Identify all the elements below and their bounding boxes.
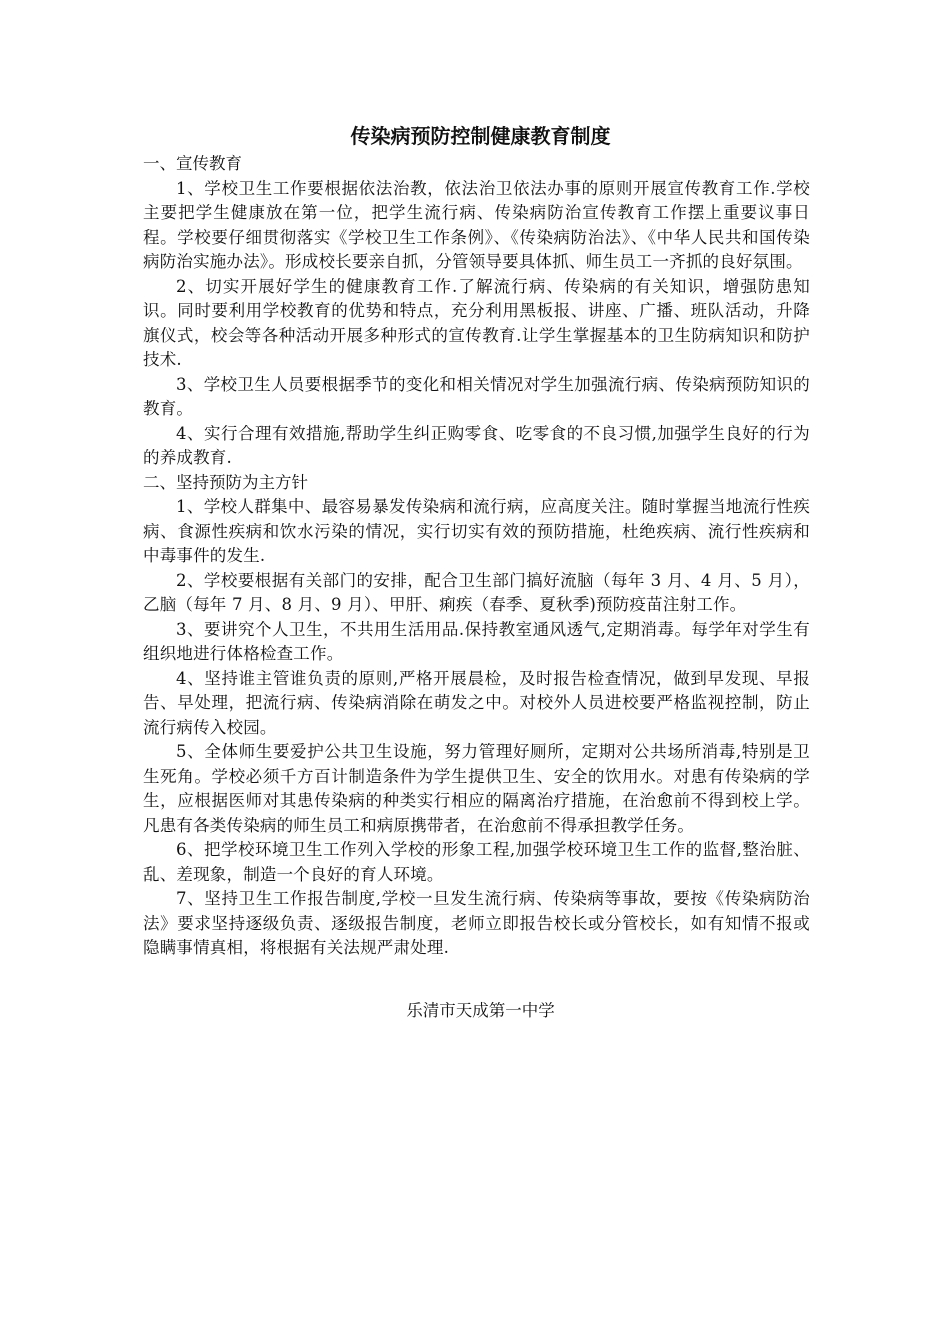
paragraph: 6、把学校环境卫生工作列入学校的形象工程,加强学校环境卫生工作的监督,整治脏、乱、差现象，制造一个良好的育人环境。 xyxy=(143,840,810,884)
section-publicity-education xyxy=(143,152,810,471)
section-heading: 一、宣传教育 xyxy=(143,154,242,173)
paragraph: 2、切实开展好学生的健康教育工作.了解流行病、传染病的有关知识，增强防患知识。同时要利用学校教育的优势和特点，充分利用黑板报、讲座、广播、班队活动，升降旗仪式，校会等各种活动开展多种形式的宣传教育.让学生掌握基本的卫生防病知识和防护技术. xyxy=(143,276,810,369)
paragraph: 3、要讲究个人卫生，不共用生活用品.保持教室通风透气,定期消毒。每学年对学生有组织地进行体格检查工作。 xyxy=(143,619,810,663)
paragraph: 7、坚持卫生工作报告制度,学校一旦发生流行病、传染病等事故，要按《传染病防治法》要求坚持逐级负责、逐级报告制度，老师立即报告校长或分管校长，如有知情不报或隐瞒事情真相，将根据有关法规严肃处理. xyxy=(143,889,810,957)
paragraph: 3、学校卫生人员要根据季节的变化和相关情况对学生加强流行病、传染病预防知识的教育。 xyxy=(143,374,810,418)
signature-school-name: 乐清市天成第一中学 xyxy=(406,1000,555,1020)
document-page xyxy=(143,120,810,1023)
paragraph: 1、学校卫生工作要根据依法治教，依法治卫依法办事的原则开展宣传教育工作.学校主要把学生健康放在第一位，把学生流行病、传染病防治宣传教育工作摆上重要议事日程。学校要仔细贯彻落实《学校卫生工作条例》、《传染病防治法》、《中华人民共和国传染病防治实施办法》。形成校长要亲自抓，分管领导要具体抓、师生员工一齐抓的良好氛围。 xyxy=(143,178,810,271)
section-heading: 二、坚持预防为主方针 xyxy=(143,472,308,492)
section-prevention-policy xyxy=(143,471,810,961)
paragraph: 5、全体师生要爱护公共卫生设施，努力管理好厕所，定期对公共场所消毒,特别是卫生死角。学校必须千方百计制造条件为学生提供卫生、安全的饮用水。对患有传染病的学生，应根据医师对其患传染病的种类实行相应的隔离治疗措施，在治愈前不得到校上学。凡患有各类传染病的师生员工和病原携带者，在治愈前不得承担教学任务。 xyxy=(143,742,810,835)
paragraph: 2、学校要根据有关部门的安排，配合卫生部门搞好流脑（每年 3 月、4 月、5 月），乙脑（每年 7 月、8 月、9 月）、甲肝、痢疾（春季、夏秋季)预防疫苗注射工作。 xyxy=(143,570,810,614)
paragraph: 4、实行合理有效措施,帮助学生纠正购零食、吃零食的不良习惯,加强学生良好的行为的养成教育. xyxy=(143,423,810,467)
paragraph: 1、学校人群集中、最容易暴发传染病和流行病，应高度关注。随时掌握当地流行性疾病、食源性疾病和饮水污染的情况，实行切实有效的预防措施，杜绝疾病、流行性疾病和中毒事件的发生. xyxy=(143,497,810,565)
paragraph: 4、坚持谁主管谁负责的原则,严格开展晨检，及时报告检查情况，做到早发现、早报告、早处理，把流行病、传染病消除在萌发之中。对校外人员进校要严格监视控制，防止流行病传入校园。 xyxy=(143,668,810,737)
document-title: 传染病预防控制健康教育制度 xyxy=(350,124,611,148)
